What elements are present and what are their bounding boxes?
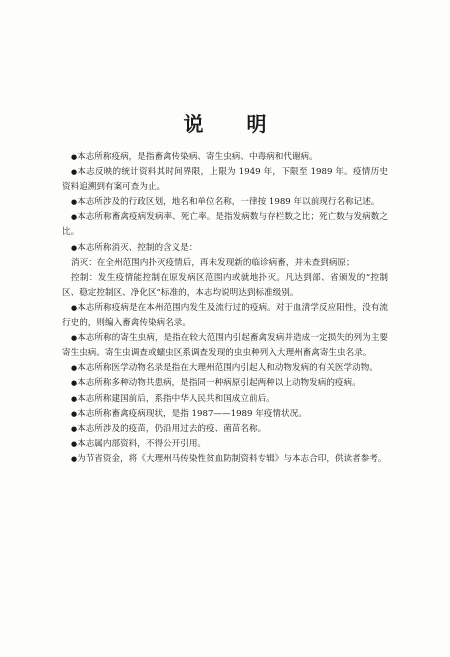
paragraph [62, 271, 388, 301]
paragraph [62, 422, 388, 437]
paragraph-text: 本志所涉及的疫苗，仍沿用过去的疫、菌苗名称。 [77, 423, 267, 434]
paragraph [62, 301, 388, 331]
paragraph-text: 本志所称多种动物共患病，是指同一种病原引起两种以上动物发病的疫病。 [77, 378, 361, 389]
bullet-icon: ● [71, 364, 78, 373]
paragraph [62, 195, 388, 210]
paragraph-text: 本志所称医学动物名录是指在大理州范围内引起人和动物发病的有关医学动物。 [77, 363, 378, 374]
bullet-icon: ● [71, 394, 78, 403]
paragraph-text: 本志所称消灭、控制的含义是： [77, 242, 198, 253]
paragraph-text: 本志反映的统计资料其时间界限，上限为 1949 年，下限至 1989 年。疫情历史资料追溯到有案可查为止。 [62, 167, 389, 193]
bullet-icon: ● [71, 334, 78, 343]
paragraph-text: 本志属内部资料，不得公开引用。 [77, 438, 207, 449]
paragraph [62, 165, 388, 195]
bullet-icon: ● [71, 454, 78, 463]
paragraph-text: 本志所称疫病，是指畜禽传染病、寄生虫病、中毒病和代谢病。 [77, 152, 318, 162]
paragraph-text: 本志所称的寄生虫病，是指在较大范围内引起畜禽发病并造成一定损失的列为主要寄生虫病。寄生虫调查或蠕虫区系调查发现的虫虫种列入大理州畜禽寄生虫名录。 [62, 333, 388, 359]
paragraph [62, 392, 388, 407]
bullet-icon: ● [71, 153, 78, 161]
bullet-icon: ● [71, 243, 78, 252]
bullet-icon: ● [71, 168, 78, 177]
paragraph [62, 241, 388, 256]
paragraph [62, 361, 388, 376]
paragraph [62, 331, 388, 361]
paragraph [62, 437, 388, 452]
paragraph [62, 376, 388, 391]
paragraph-text: 本志所称建国前后，系指中华人民共和国成立前后。 [77, 393, 275, 404]
paragraph [62, 256, 388, 271]
paragraph-text: 本志所称畜禽疫病现状，是指 1987——1989 年疫情状况。 [77, 408, 307, 419]
paragraph [62, 150, 388, 165]
paragraph [62, 407, 388, 422]
bullet-icon: ● [71, 409, 78, 418]
paragraph-text: 本志所涉及的行政区划，地名和单位名称，一律按 1989 年以前现行名称记述。 [77, 197, 380, 208]
paragraph-text: 为节省资金，将《大理州马传染性贫血防制资料专辑》与本志合印，供读者参考。 [77, 453, 387, 464]
bullet-icon: ● [71, 379, 78, 388]
bullet-icon: ● [71, 198, 78, 207]
bullet-icon: ● [71, 213, 78, 222]
bullet-icon: ● [71, 303, 78, 312]
paragraph-text: 本志所称疫病是在本州范围内发生及流行过的疫病。对于血清学反应阳性，没有流行史的，则编入畜禽传染病名录。 [62, 302, 388, 329]
paragraph-text: 本志所称畜禽疫病发病率、死亡率。是指发病数与存栏数之比；死亡数与发病数之比。 [62, 212, 388, 238]
paragraph [62, 210, 388, 240]
bullet-icon: ● [71, 439, 78, 448]
document-body [62, 150, 388, 467]
page-title: 说 明 [183, 112, 285, 136]
paragraph-text: 消灭：在全州范围内扑灭疫情后，再未发现新的临诊病畜，并未查到病原； [71, 257, 355, 268]
paragraph-text: 控制：发生疫情能控制在原发病区范围内或就地扑灭。凡达到部、省颁发的“控制区、稳定控制区、净化区”标准的，本志均说明达到标准级别。 [62, 272, 388, 298]
paragraph [62, 452, 388, 467]
bullet-icon: ● [71, 424, 78, 433]
